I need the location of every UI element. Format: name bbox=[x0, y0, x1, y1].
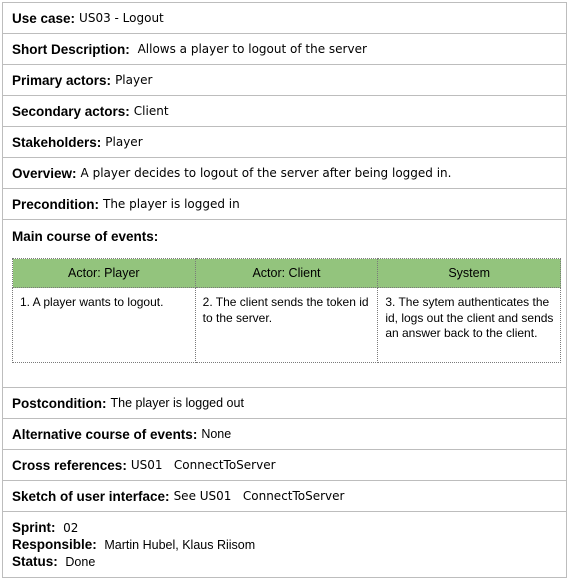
overview-row bbox=[3, 158, 566, 189]
use-case-label: Use case: bbox=[12, 10, 76, 26]
overview-label: Overview: bbox=[12, 165, 77, 181]
precondition-row bbox=[3, 189, 566, 220]
use-case-value: US03 - Logout bbox=[79, 11, 164, 25]
postcondition-row bbox=[3, 388, 566, 419]
use-case-table bbox=[2, 2, 567, 578]
header-actor-player: Actor: Player bbox=[13, 259, 196, 288]
event-system-cell: 3. The sytem authenticates the id, logs out the client and sends an answer back to the client. bbox=[378, 288, 561, 363]
primary-actors-row bbox=[3, 65, 566, 96]
short-description-label: Short Description: bbox=[12, 41, 130, 57]
sprint-line bbox=[12, 520, 566, 537]
cross-references-value: US01 ConnectToServer bbox=[130, 458, 276, 472]
sketch-ui-value: See US01 ConnectToServer bbox=[173, 489, 345, 503]
secondary-actors-row bbox=[3, 96, 566, 127]
header-system: System bbox=[378, 259, 561, 288]
sprint-label: Sprint: bbox=[12, 520, 56, 535]
event-client-cell: 2. The client sends the token id to the server. bbox=[195, 288, 378, 363]
events-row bbox=[13, 288, 561, 363]
primary-actors-value: Player bbox=[115, 73, 153, 87]
responsible-value: Martin Hubel, Klaus Riisom bbox=[104, 538, 256, 552]
alternative-course-label: Alternative course of events: bbox=[12, 426, 198, 442]
sprint-value: 02 bbox=[63, 521, 79, 535]
stakeholders-row bbox=[3, 127, 566, 158]
cross-references-label: Cross references: bbox=[12, 457, 127, 473]
precondition-label: Precondition: bbox=[12, 196, 99, 212]
status-value: Done bbox=[65, 555, 96, 569]
main-course-label: Main course of events: bbox=[12, 229, 159, 244]
sketch-ui-label: Sketch of user interface: bbox=[12, 488, 170, 504]
postcondition-label: Postcondition: bbox=[12, 395, 107, 411]
secondary-actors-label: Secondary actors: bbox=[12, 103, 130, 119]
responsible-label: Responsible: bbox=[12, 537, 97, 552]
event-player-cell: 1. A player wants to logout. bbox=[13, 288, 196, 363]
alternative-course-value: None bbox=[201, 427, 232, 441]
short-description-row bbox=[3, 34, 566, 65]
precondition-value: The player is logged in bbox=[103, 197, 240, 211]
overview-value: A player decides to logout of the server after being logged in. bbox=[80, 166, 452, 180]
primary-actors-label: Primary actors: bbox=[12, 72, 112, 88]
header-actor-client: Actor: Client bbox=[195, 259, 378, 288]
sketch-ui-row bbox=[3, 481, 566, 512]
short-description-value: Allows a player to logout of the server bbox=[133, 42, 367, 56]
status-line bbox=[12, 554, 566, 571]
events-table bbox=[12, 258, 561, 363]
stakeholders-label: Stakeholders: bbox=[12, 134, 102, 150]
alternative-course-row bbox=[3, 419, 566, 450]
postcondition-value: The player is logged out bbox=[110, 396, 244, 410]
use-case-row bbox=[3, 3, 566, 34]
sprint-info-row bbox=[3, 512, 566, 577]
secondary-actors-value: Client bbox=[133, 104, 169, 118]
status-label: Status: bbox=[12, 554, 58, 569]
events-header-row bbox=[13, 259, 561, 288]
responsible-line bbox=[12, 537, 566, 554]
cross-references-row bbox=[3, 450, 566, 481]
stakeholders-value: Player bbox=[105, 135, 143, 149]
